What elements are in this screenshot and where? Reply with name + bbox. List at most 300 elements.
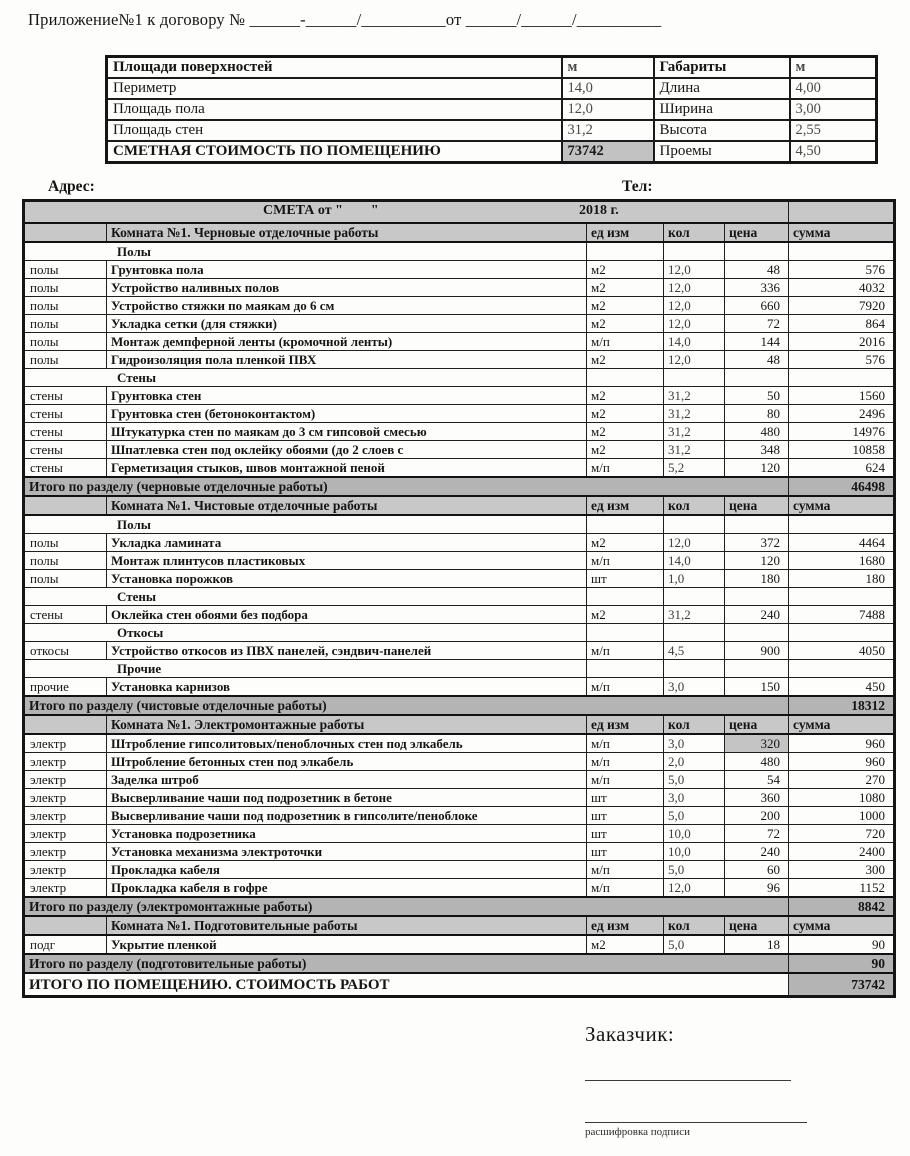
group-empty-cell [725,242,789,261]
item-description: Прокладка кабеля в гофре [107,879,587,898]
item-unit: м2 [587,935,664,954]
section-header-row [24,496,895,515]
group-empty-cell [789,242,895,261]
group-empty-cell [789,369,895,387]
group-row [24,624,895,642]
item-category: стены [24,387,107,405]
group-empty-cell [587,588,664,606]
summary-value-right: м [790,57,877,79]
summary-row [107,120,877,141]
item-category: полы [24,333,107,351]
item-qty: 1,0 [664,570,725,588]
item-description: Грунтовка пола [107,261,587,279]
group-empty-cell [789,624,895,642]
item-unit: шт [587,825,664,843]
item-price: 348 [725,441,789,459]
section-total-row [24,954,895,973]
column-header: цена [725,715,789,734]
item-sum: 10858 [789,441,895,459]
item-unit: м2 [587,315,664,333]
item-sum: 624 [789,459,895,478]
estimate-row [24,405,895,423]
section-header-row [24,916,895,935]
item-qty: 3,0 [664,734,725,753]
item-unit: м/п [587,861,664,879]
group-empty-cell [587,515,664,534]
customer-label: Заказчик: [585,1022,675,1046]
section-header-title: Комната №1. Черновые отделочные работы [107,223,587,242]
group-empty-cell [587,369,664,387]
item-sum: 1560 [789,387,895,405]
item-price: 372 [725,534,789,552]
section-header-title: Комната №1. Подготовительные работы [107,916,587,935]
column-header: сумма [789,715,895,734]
summary-row [107,99,877,120]
item-price: 48 [725,351,789,369]
item-description: Штукатурка стен по маякам до 3 см гипсовой смесью [107,423,587,441]
group-empty-cell [725,369,789,387]
item-sum: 4032 [789,279,895,297]
item-unit: м/п [587,678,664,697]
group-empty-cell [789,588,895,606]
summary-row [107,141,877,163]
section-total-value: 18312 [789,696,895,715]
item-unit: м2 [587,351,664,369]
section-total-label: Итого по разделу (электромонтажные работы) [24,897,789,916]
item-price: 360 [725,789,789,807]
group-name: Стены [24,369,587,387]
summary-value: м [562,57,654,79]
group-empty-cell [587,242,664,261]
group-empty-cell [664,660,725,678]
group-empty-cell [725,660,789,678]
item-unit: м/п [587,734,664,753]
summary-value-right: 4,00 [790,78,877,99]
estimate-table-body [24,201,895,997]
item-category: полы [24,552,107,570]
item-description: Грунтовка стен (бетоноконтактом) [107,405,587,423]
item-qty: 4,5 [664,642,725,660]
item-category: полы [24,534,107,552]
item-description: Оклейка стен обоями без подбора [107,606,587,624]
item-category: электр [24,879,107,898]
section-header-spacer [24,496,107,515]
item-qty: 3,0 [664,678,725,697]
item-category: полы [24,261,107,279]
item-sum: 7920 [789,297,895,315]
item-description: Установка порожков [107,570,587,588]
column-header: кол [664,496,725,515]
group-name: Полы [24,515,587,534]
summary-value-right: 4,50 [790,141,877,163]
item-price: 120 [725,552,789,570]
item-sum: 2016 [789,333,895,351]
item-sum: 576 [789,351,895,369]
summary-value: 14,0 [562,78,654,99]
group-row [24,369,895,387]
item-unit: м2 [587,423,664,441]
item-qty: 31,2 [664,423,725,441]
item-sum: 90 [789,935,895,954]
item-category: стены [24,459,107,478]
item-category: электр [24,753,107,771]
summary-value: 12,0 [562,99,654,120]
estimate-row [24,861,895,879]
estimate-row [24,606,895,624]
item-description: Устройство наливных полов [107,279,587,297]
document-title: Приложение№1 к договору № ______-______/__________от ______/______/__________ [28,10,662,29]
item-price: 336 [725,279,789,297]
item-category: стены [24,606,107,624]
group-name: Полы [24,242,587,261]
summary-value: 31,2 [562,120,654,141]
item-qty: 2,0 [664,753,725,771]
item-qty: 12,0 [664,879,725,898]
summary-label-right: Ширина [654,99,790,120]
estimate-row [24,570,895,588]
item-sum: 960 [789,734,895,753]
estimate-title: СМЕТА от " " [263,203,379,218]
column-header: ед изм [587,496,664,515]
item-unit: м2 [587,405,664,423]
estimate-table [22,199,896,998]
estimate-row [24,423,895,441]
column-header: цена [725,916,789,935]
item-description: Высверливание чаши под подрозетник в бетоне [107,789,587,807]
item-qty: 31,2 [664,606,725,624]
group-empty-cell [664,369,725,387]
item-description: Грунтовка стен [107,387,587,405]
item-sum: 1080 [789,789,895,807]
item-unit: м2 [587,441,664,459]
column-header: сумма [789,916,895,935]
section-total-row [24,696,895,715]
item-category: электр [24,843,107,861]
estimate-row [24,879,895,898]
item-category: электр [24,734,107,753]
group-name: Откосы [24,624,587,642]
estimate-year: 2018 г. [579,203,619,218]
column-header: сумма [789,223,895,242]
item-qty: 10,0 [664,843,725,861]
item-unit: м2 [587,279,664,297]
group-row [24,242,895,261]
item-sum: 1152 [789,879,895,898]
item-description: Монтаж демпферной ленты (кромочной ленты) [107,333,587,351]
estimate-row [24,552,895,570]
summary-value-right: 3,00 [790,99,877,120]
item-sum: 1000 [789,807,895,825]
column-header: ед изм [587,916,664,935]
section-header-title: Комната №1. Чистовые отделочные работы [107,496,587,515]
item-sum: 300 [789,861,895,879]
item-description: Устройство откосов из ПВХ панелей, сэндвич-панелей [107,642,587,660]
item-qty: 5,0 [664,861,725,879]
item-unit: м2 [587,297,664,315]
estimate-row [24,534,895,552]
item-sum: 4464 [789,534,895,552]
item-unit: м2 [587,606,664,624]
item-description: Заделка штроб [107,771,587,789]
section-header-spacer [24,916,107,935]
item-description: Установка карнизов [107,678,587,697]
item-sum: 1680 [789,552,895,570]
item-qty: 5,0 [664,935,725,954]
item-qty: 5,0 [664,807,725,825]
item-price: 480 [725,423,789,441]
signature-line [585,1079,791,1081]
estimate-row [24,642,895,660]
section-total-label: Итого по разделу (чистовые отделочные работы) [24,696,789,715]
item-unit: м2 [587,387,664,405]
item-description: Штробление бетонных стен под элкабель [107,753,587,771]
group-row [24,515,895,534]
item-sum: 960 [789,753,895,771]
item-unit: шт [587,843,664,861]
estimate-row [24,678,895,697]
section-header-row [24,223,895,242]
item-qty: 31,2 [664,441,725,459]
estimate-row [24,459,895,478]
column-header: цена [725,496,789,515]
group-empty-cell [664,242,725,261]
section-total-label: Итого по разделу (черновые отделочные работы) [24,477,789,496]
group-empty-cell [664,624,725,642]
summary-label-right: Габариты [654,57,790,79]
phone-label: Тел: [622,178,653,195]
column-header: кол [664,715,725,734]
contact-line [48,178,888,196]
estimate-row [24,387,895,405]
item-sum: 2400 [789,843,895,861]
signature-name-line [585,1121,807,1123]
estimate-row [24,441,895,459]
item-qty: 5,2 [664,459,725,478]
estimate-row [24,315,895,333]
item-unit: м/п [587,642,664,660]
item-sum: 4050 [789,642,895,660]
estimate-banner-endcell [789,201,895,224]
estimate-row [24,771,895,789]
estimate-row [24,807,895,825]
item-qty: 31,2 [664,387,725,405]
item-description: Штробление гипсолитовых/пеноблочных стен под элкабель [107,734,587,753]
column-header: ед изм [587,715,664,734]
grand-total-row [24,973,895,997]
group-empty-cell [725,588,789,606]
section-header-spacer [24,223,107,242]
item-category: полы [24,315,107,333]
column-header: кол [664,916,725,935]
item-price: 72 [725,825,789,843]
item-category: откосы [24,642,107,660]
summary-label: Периметр [107,78,562,99]
item-price: 900 [725,642,789,660]
section-header-spacer [24,715,107,734]
item-description: Монтаж плинтусов пластиковых [107,552,587,570]
item-sum: 270 [789,771,895,789]
item-unit: м/п [587,333,664,351]
estimate-row [24,843,895,861]
item-description: Герметизация стыков, швов монтажной пеной [107,459,587,478]
item-unit: м/п [587,879,664,898]
item-description: Устройство стяжки по маякам до 6 см [107,297,587,315]
item-category: полы [24,351,107,369]
item-sum: 7488 [789,606,895,624]
item-price: 480 [725,753,789,771]
summary-label-right: Высота [654,120,790,141]
summary-label: Площади поверхностей [107,57,562,79]
item-price: 120 [725,459,789,478]
column-header: ед изм [587,223,664,242]
summary-value: 73742 [562,141,654,163]
item-description: Укрытие пленкой [107,935,587,954]
item-qty: 12,0 [664,279,725,297]
item-price: 660 [725,297,789,315]
summary-row [107,78,877,99]
group-empty-cell [789,515,895,534]
item-price: 96 [725,879,789,898]
item-unit: м/п [587,552,664,570]
estimate-row [24,935,895,954]
item-price: 48 [725,261,789,279]
grand-total-value: 73742 [789,973,895,997]
estimate-row [24,825,895,843]
estimate-row [24,734,895,753]
item-price: 50 [725,387,789,405]
section-header-title: Комната №1. Электромонтажные работы [107,715,587,734]
address-label: Адрес: [48,178,95,195]
item-qty: 12,0 [664,351,725,369]
signature-caption: расшифровка подписи [585,1126,690,1138]
item-sum: 864 [789,315,895,333]
item-category: подг [24,935,107,954]
item-unit: м/п [587,753,664,771]
group-empty-cell [587,660,664,678]
column-header: цена [725,223,789,242]
summary-row [107,57,877,79]
item-unit: м2 [587,261,664,279]
column-header: кол [664,223,725,242]
estimate-row [24,279,895,297]
item-price: 80 [725,405,789,423]
summary-label: Площадь пола [107,99,562,120]
item-description: Укладка ламината [107,534,587,552]
item-unit: м/п [587,459,664,478]
group-row [24,588,895,606]
item-category: электр [24,789,107,807]
item-sum: 2496 [789,405,895,423]
summary-value-right: 2,55 [790,120,877,141]
estimate-banner-row [24,201,895,224]
item-category: электр [24,771,107,789]
item-sum: 720 [789,825,895,843]
item-qty: 31,2 [664,405,725,423]
item-category: электр [24,861,107,879]
group-empty-cell [725,515,789,534]
item-description: Высверливание чаши под подрозетник в гипсолите/пеноблоке [107,807,587,825]
item-price: 320 [725,734,789,753]
item-unit: м/п [587,771,664,789]
item-sum: 14976 [789,423,895,441]
item-qty: 12,0 [664,315,725,333]
section-total-row [24,477,895,496]
item-unit: шт [587,789,664,807]
item-description: Прокладка кабеля [107,861,587,879]
item-category: прочие [24,678,107,697]
group-empty-cell [587,624,664,642]
grand-total-label: ИТОГО ПО ПОМЕЩЕНИЮ. СТОИМОСТЬ РАБОТ [24,973,789,997]
summary-label-right: Проемы [654,141,790,163]
item-sum: 450 [789,678,895,697]
item-unit: шт [587,570,664,588]
signature-block [585,1022,885,1138]
item-qty: 14,0 [664,333,725,351]
item-price: 54 [725,771,789,789]
estimate-row [24,261,895,279]
section-total-row [24,897,895,916]
summary-label: СМЕТНАЯ СТОИМОСТЬ ПО ПОМЕЩЕНИЮ [107,141,562,163]
item-qty: 10,0 [664,825,725,843]
item-category: стены [24,441,107,459]
summary-table-body [107,57,877,163]
group-empty-cell [789,660,895,678]
group-empty-cell [664,588,725,606]
section-total-value: 8842 [789,897,895,916]
item-price: 240 [725,606,789,624]
group-empty-cell [725,624,789,642]
summary-label: Площадь стен [107,120,562,141]
estimate-banner-cell [24,201,789,224]
item-price: 150 [725,678,789,697]
group-name: Прочие [24,660,587,678]
item-qty: 12,0 [664,261,725,279]
item-unit: шт [587,807,664,825]
section-total-label: Итого по разделу (подготовительные работы) [24,954,789,973]
item-price: 18 [725,935,789,954]
item-qty: 3,0 [664,789,725,807]
item-description: Шпатлевка стен под оклейку обоями (до 2 слоев с [107,441,587,459]
estimate-row [24,297,895,315]
item-description: Установка механизма электроточки [107,843,587,861]
summary-table [105,55,878,164]
item-price: 60 [725,861,789,879]
group-row [24,660,895,678]
group-empty-cell [664,515,725,534]
item-sum: 180 [789,570,895,588]
item-category: электр [24,807,107,825]
item-sum: 576 [789,261,895,279]
item-price: 144 [725,333,789,351]
item-qty: 12,0 [664,297,725,315]
section-header-row [24,715,895,734]
item-description: Установка подрозетника [107,825,587,843]
estimate-row [24,789,895,807]
estimate-row [24,753,895,771]
item-description: Гидроизоляция пола пленкой ПВХ [107,351,587,369]
estimate-row [24,333,895,351]
column-header: сумма [789,496,895,515]
group-name: Стены [24,588,587,606]
estimate-row [24,351,895,369]
item-price: 72 [725,315,789,333]
item-unit: м2 [587,534,664,552]
summary-label-right: Длина [654,78,790,99]
item-category: стены [24,405,107,423]
item-price: 240 [725,843,789,861]
item-category: полы [24,297,107,315]
item-category: полы [24,570,107,588]
